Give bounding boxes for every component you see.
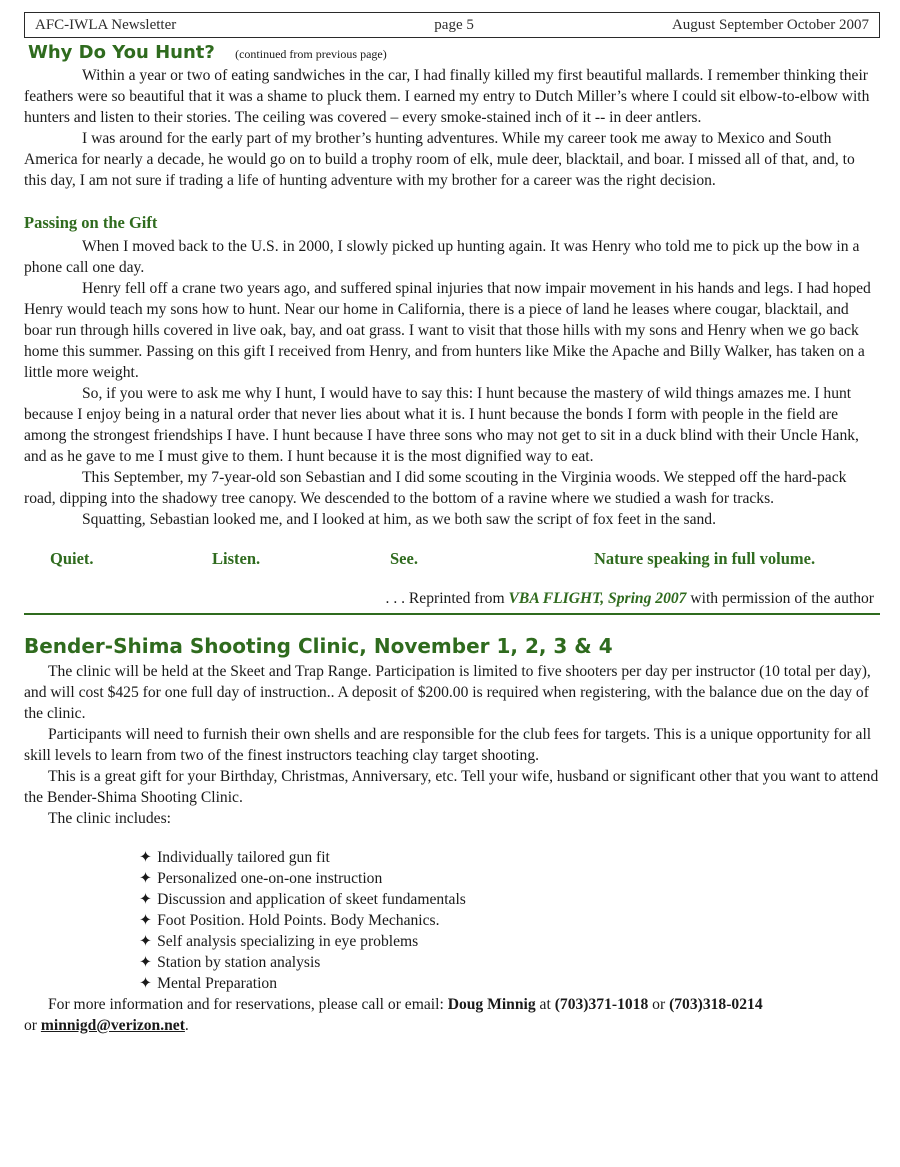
paragraph: The clinic includes: bbox=[48, 810, 171, 827]
contact-name: Doug Minnig bbox=[447, 996, 536, 1013]
paragraph: Henry fell off a crane two years ago, and suffered spinal injuries that now impair movement in his hands and legs. I had hoped Henry would teach my sons how to hunt. Near our home in California, there is a piece of land he leases where cougar, blacktail, and boar run through hills covered in live oak, bay, and oat grass. I want to visit that those hills with my sons and Henry when we go back home this summer. Passing on this gift I received from Henry, and from hunters like Mike the Apache and Billy Walker, has taken on a little more weight. bbox=[24, 280, 871, 381]
paragraph: The clinic will be held at the Skeet and Trap Range. Participation is limited to five shooters per day per instructor (10 total per day), and will cost $425 for one full day of instruction.. A deposit of $200.00 is required when registering, with the balance due on the day of the clinic. bbox=[24, 663, 871, 722]
page-number: page 5 bbox=[434, 16, 474, 33]
paragraph: Within a year or two of eating sandwiches in the car, I had finally killed my first beautiful mallards. I remember thinking their feathers were so beautiful that it was a shame to pluck them. I earned my entry to Dutch Miller’s where I could sit elbow-to-elbow with hunters and listen to their stories. The ceiling was covered – every smoke-stained inch of it -- in deer antlers. bbox=[24, 67, 870, 126]
includes-list bbox=[139, 847, 880, 994]
issue-date: August September October 2007 bbox=[671, 16, 869, 33]
reprint-prefix: . . . Reprinted from bbox=[385, 590, 509, 607]
clinic-title: Bender-Shima Shooting Clinic, November 1, 2, 3 & 4 bbox=[24, 634, 613, 658]
chant-word: See. bbox=[390, 549, 418, 568]
subheading: Passing on the Gift bbox=[24, 213, 158, 232]
star-bullet-icon: ✦ bbox=[139, 912, 153, 929]
list-item: ✦ Station by station analysis bbox=[139, 954, 321, 971]
continued-note: (continued from previous page) bbox=[235, 47, 387, 61]
list-item: ✦ Foot Position. Hold Points. Body Mechanics. bbox=[139, 912, 440, 929]
paragraph: I was around for the early part of my brother’s hunting adventures. While my career took me away to Mexico and South America for nearly a decade, he would go on to build a trophy room of elk, mule deer, blacktail, and boar. I missed all of that, and, to this day, I am not sure if trading a life of hunting adventure with my brother for a career was the right decision. bbox=[24, 130, 855, 189]
page-header bbox=[24, 12, 880, 38]
paragraph: Squatting, Sebastian looked me, and I looked at him, as we both saw the script of fox feet in the sand. bbox=[82, 511, 717, 528]
star-bullet-icon: ✦ bbox=[139, 933, 153, 950]
newsletter-page bbox=[24, 12, 880, 1036]
phone-1: (703)371-1018 bbox=[554, 996, 649, 1013]
chant-word: Quiet. bbox=[50, 549, 94, 568]
section-divider bbox=[24, 613, 880, 615]
star-bullet-icon: ✦ bbox=[139, 954, 153, 971]
list-item: ✦ Personalized one-on-one instruction bbox=[139, 870, 383, 887]
contact-email-line: or minnigd@verizon.net. bbox=[24, 1017, 189, 1034]
chant-word: Nature speaking in full volume. bbox=[594, 549, 816, 568]
newsletter-name: AFC-IWLA Newsletter bbox=[35, 16, 177, 33]
list-item: ✦ Self analysis specializing in eye problems bbox=[139, 933, 419, 950]
reprint-source: VBA FLIGHT, Spring 2007 bbox=[508, 590, 687, 607]
paragraph: So, if you were to ask me why I hunt, I would have to say this: I hunt because the mastery of wild things amazes me. I hunt because I enjoy being in a natural order that never lies about what it is. I hunt because the bonds I form with people in the field are among the strongest friendships I have. I hunt because I have three sons who may not get to sit in a duck blind with their Uncle Hank, and as he gave to me I must give to them. I hunt because it is the most dignified way to eat. bbox=[24, 385, 859, 465]
article-title bbox=[28, 42, 880, 65]
reprint-suffix: with permission of the author bbox=[686, 590, 874, 607]
reprint-credit bbox=[24, 588, 880, 609]
contact-info: For more information and for reservations, please call or email: Doug Minnig at (703)371-1018 or (703)318-0214 bbox=[48, 996, 763, 1013]
paragraph: This is a great gift for your Birthday, Christmas, Anniversary, etc. Tell your wife, husband or significant other that you want to attend the Bender-Shima Shooting Clinic. bbox=[24, 768, 879, 806]
star-bullet-icon: ✦ bbox=[139, 849, 153, 866]
star-bullet-icon: ✦ bbox=[139, 870, 153, 887]
clinic-article bbox=[24, 633, 880, 1036]
star-bullet-icon: ✦ bbox=[139, 975, 153, 992]
list-item: ✦ Mental Preparation bbox=[139, 975, 278, 992]
paragraph: Participants will need to furnish their own shells and are responsible for the club fees for targets. This is a unique opportunity for all skill levels to learn from two of the finest instructors teaching clay target shooting. bbox=[24, 726, 872, 764]
closing-chant bbox=[50, 548, 880, 570]
paragraph: When I moved back to the U.S. in 2000, I slowly picked up hunting again. It was Henry who told me to pick up the bow in a phone call one day. bbox=[24, 238, 860, 276]
article-title-text: Why Do You Hunt? bbox=[28, 42, 215, 63]
chant-word: Listen. bbox=[212, 549, 261, 568]
phone-2: (703)318-0214 bbox=[669, 996, 763, 1013]
list-item: ✦ Individually tailored gun fit bbox=[139, 849, 330, 866]
email-link[interactable]: minnigd@verizon.net bbox=[40, 1017, 185, 1034]
star-bullet-icon: ✦ bbox=[139, 891, 153, 908]
paragraph: This September, my 7-year-old son Sebastian and I did some scouting in the Virginia woods. We stepped off the hard-pack road, dipping into the shadowy tree canopy. We descended to the bottom of a ravine where we studied a wash for tracks. bbox=[24, 469, 847, 507]
list-item: ✦ Discussion and application of skeet fundamentals bbox=[139, 891, 466, 908]
